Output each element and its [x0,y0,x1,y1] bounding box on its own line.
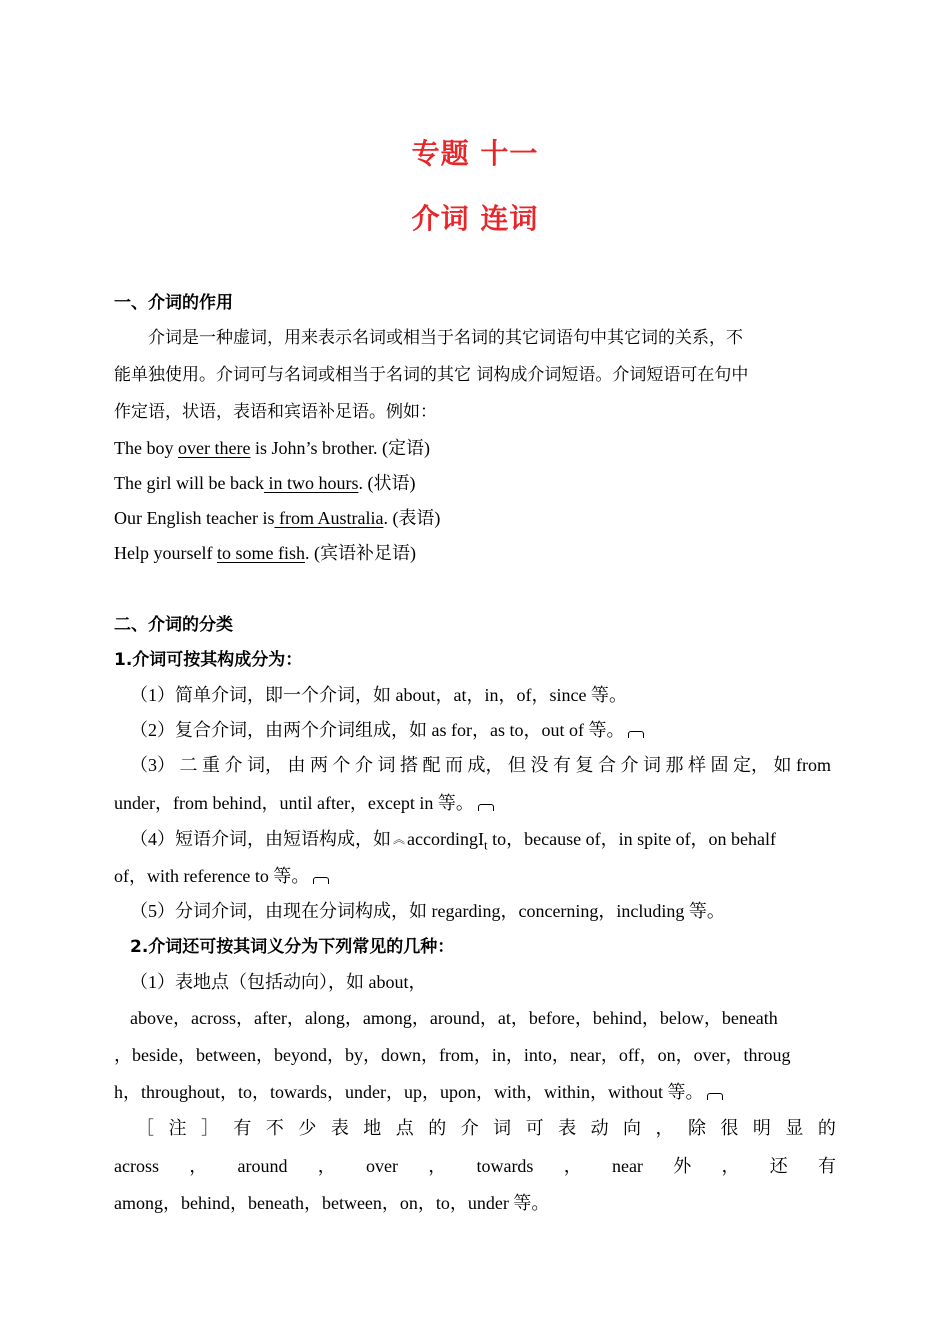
place-line4: h，throughout，to，towards，under，up，upon，with，within，without 等。 [114,1081,836,1103]
example-complement: Help yourself to some fish. (宾语补足语) [114,543,416,563]
item-compound: （2）复合介词，由两个介词组成，如 as for，as to，out of 等。 [130,719,836,741]
item-double-line2: under，from behind，until after，except in 等。 [114,792,836,814]
title-topic: 专题 十一 [411,137,539,170]
place-line2: above，across，after，along，among，around，at，before，behind，below，beneath [130,1008,778,1028]
example-attributive: The boy over there is John’s brother. (定语) [114,438,430,458]
example-phrase: over there [177,438,251,458]
note-line3: among，behind，beneath，between，on，to，under 等。 [114,1193,550,1213]
example-predicative: Our English teacher is from Australia. (表语) [114,508,441,528]
return-mark-icon [707,1093,723,1100]
section2-heading: 二、介词的分类 [114,615,233,635]
example-phrase: from Australia [274,508,384,528]
section2-sub1: 1.介词可按其构成分为： [114,650,303,670]
example-phrase: in two hours [263,473,359,493]
note-line1: ［ 注 ］ 有 不 少 表 地 点 的 介 词 可 表 动 向 ， 除 很 明 显 的 [136,1118,836,1138]
place-line3: ，beside，between，beyond，by，down，from，in，into，near，off，on，over，throug [114,1045,791,1065]
item-phrase-line2: of，with reference to 等。 [114,865,836,887]
return-mark-icon [628,731,644,738]
return-mark-icon [313,877,329,884]
item-simple: （1）简单介词，即一个介词，如 about，at，in，of，since 等。 [130,685,627,705]
example-adverbial: The girl will be back in two hours. (状语) [114,473,416,493]
note-line2: across ， around ， over ， towards ， near 外 ， 还 有 [114,1156,836,1176]
section1-para-line1: 介词是一种虚词，用来表示名词或相当于名词的其它词语句中其它词的关系，不 [114,328,743,348]
item-double-line1: （3） 二 重 介 词， 由 两 个 介 词 搭 配 而 成， 但 没 有 复 合 介 词 那 样 固 定， 如 from [130,755,831,775]
section2-sub2: 2.介词还可按其词义分为下列常见的几种： [130,937,455,957]
example-phrase: to some fish [216,543,305,563]
item-phrase-line1: （4）短语介词，由短语构成，如 ︽ accordingI$_t$ to，because of，in spite of，on behalf [130,829,777,853]
return-mark-icon [478,804,494,811]
section1-para-line3: 作定语，状语，表语和宾语补足语。例如： [114,402,437,422]
item-participle: （5）分词介词，由现在分词构成，如 regarding，concerning，including 等。 [130,901,725,921]
section1-heading: 一、介词的作用 [114,293,233,313]
place-line1: （1）表地点（包括动向），如 about， [130,972,427,992]
caret-icon: ︽ [393,832,406,846]
title-subject: 介词 连词 [411,202,539,235]
section1-para-line2: 能单独使用。介词可与名词或相当于名词的其它 词构成介词短语。介词短语可在句中 [114,365,749,385]
